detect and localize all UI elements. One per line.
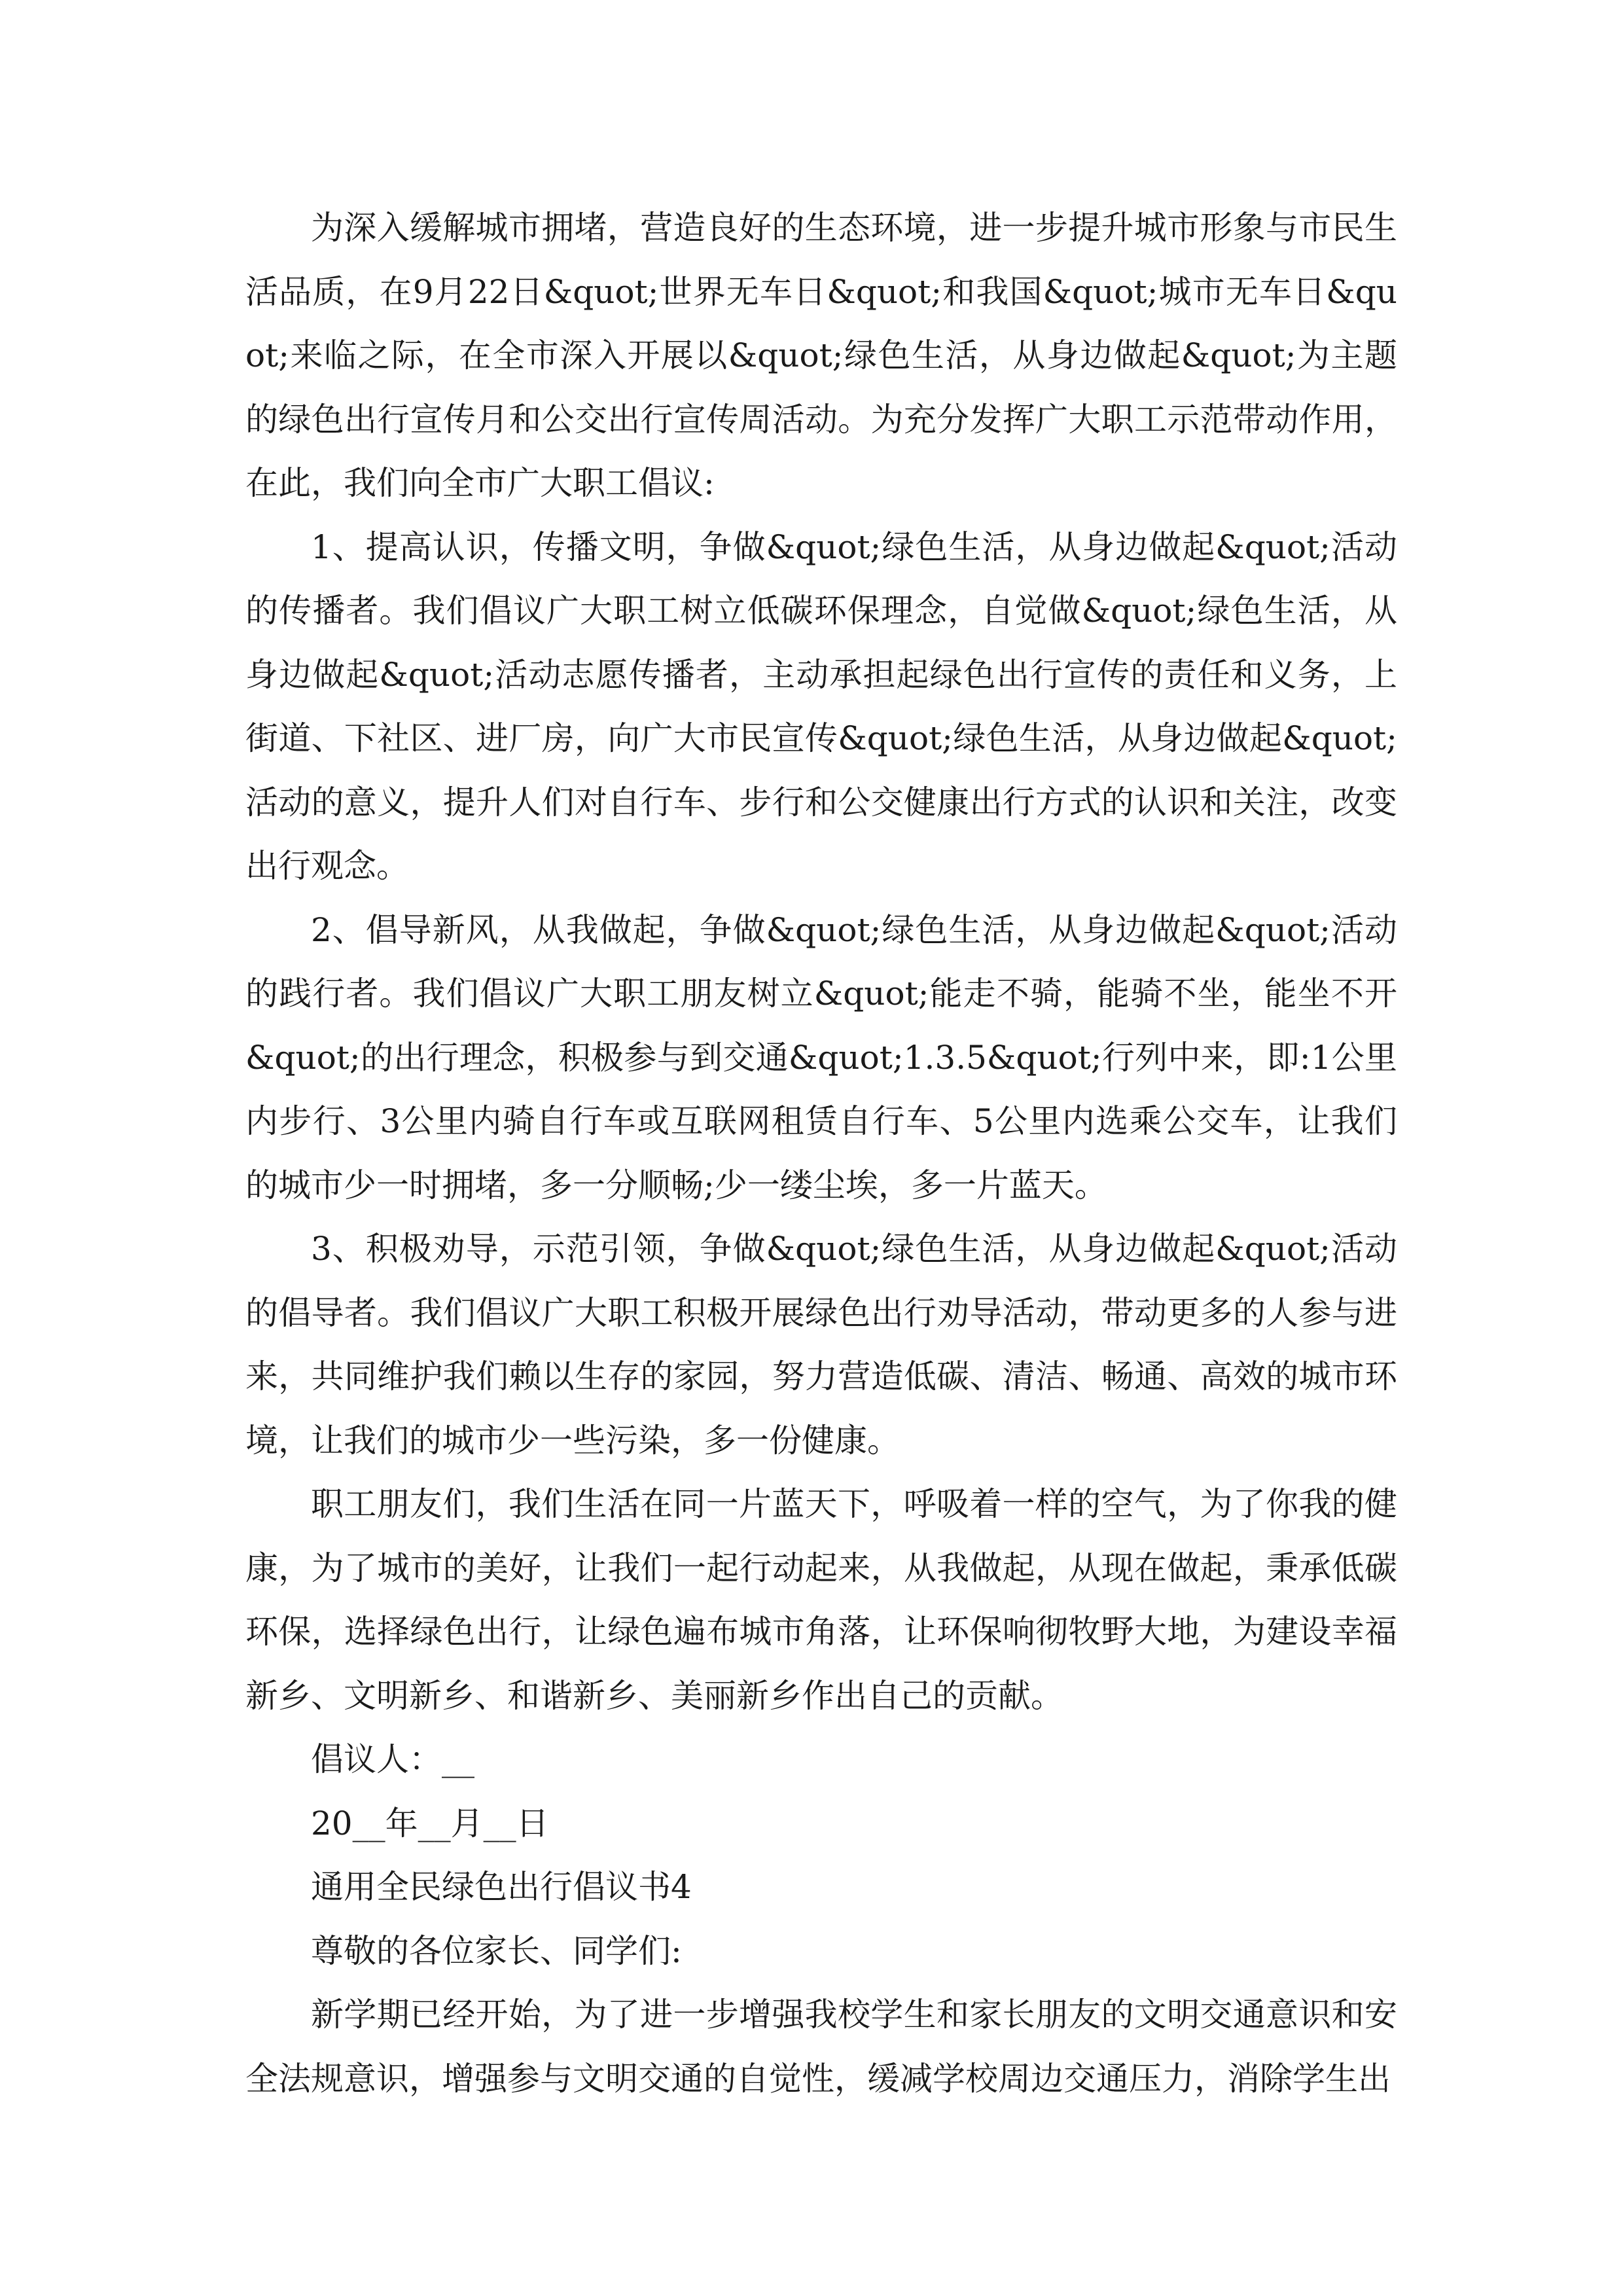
date-line: 20__年__月__日 bbox=[311, 1804, 549, 1842]
closing-paragraph: 职工朋友们，我们生活在同一片蓝天下，呼吸着一样的空气，为了你我的健康，为了城市的美好，让我们一起行动起来，从我做起，从现在做起，秉承低碳环保，选择绿色出行，让绿色遍布城市角落，让环保响彻牧野大地，为建设幸福新乡、文明新乡、和谐新乡、美丽新乡作出自己的贡献。 bbox=[245, 1485, 1397, 1715]
body-paragraph: 新学期已经开始，为了进一步增强我校学生和家长朋友的文明交通意识和安全法规意识，增强参与文明交通的自觉性，缓减学校周边交通压力，消除学生出 bbox=[245, 1996, 1397, 2098]
intro-paragraph: 为深入缓解城市拥堵，营造良好的生态环境，进一步提升城市形象与市民生活品质，在9月22日&quot;世界无车日&quot;和我国&quot;城市无车日&quot;来临之际，在全市深入开展以&quot;绿色生活，从身边做起&quot;为主题的绿色出行宣传月和公交出行宣传周活动。为充分发挥广大职工示范带动作用，在此，我们向全市广大职工倡议: bbox=[245, 209, 1397, 502]
proposal-item-2: 2、倡导新风，从我做起，争做&quot;绿色生活，从身边做起&quot;活动的践行者。我们倡议广大职工朋友树立&quot;能走不骑，能骑不坐，能坐不开&quot;的出行理念，积极参与到交通&quot;1.3.5&quot;行列中来，即:1公里内步行、3公里内骑自行车或互联网租赁自行车、5公里内选乘公交车，让我们的城市少一时拥堵，多一分顺畅;少一缕尘埃，多一片蓝天。 bbox=[245, 910, 1397, 1204]
document-body bbox=[245, 196, 1397, 2111]
section-title: 通用全民绿色出行倡议书4 bbox=[311, 1868, 692, 1906]
signature-line: 倡议人：__ bbox=[311, 1740, 474, 1778]
proposal-item-1: 1、提高认识，传播文明，争做&quot;绿色生活，从身边做起&quot;活动的传播者。我们倡议广大职工树立低碳环保理念，自觉做&quot;绿色生活，从身边做起&quot;活动志愿传播者，主动承担起绿色出行宣传的责任和义务，上街道、下社区、进厂房，向广大市民宣传&quot;绿色生活，从身边做起&quot;活动的意义，提升人们对自行车、步行和公交健康出行方式的认识和关注，改变出行观念。 bbox=[245, 528, 1397, 885]
salutation: 尊敬的各位家长、同学们: bbox=[311, 1931, 682, 1970]
proposal-item-3: 3、积极劝导，示范引领，争做&quot;绿色生活，从身边做起&quot;活动的倡导者。我们倡议广大职工积极开展绿色出行劝导活动，带动更多的人参与进来，共同维护我们赖以生存的家园，努力营造低碳、清洁、畅通、高效的城市环境，让我们的城市少一些污染，多一份健康。 bbox=[245, 1230, 1397, 1460]
